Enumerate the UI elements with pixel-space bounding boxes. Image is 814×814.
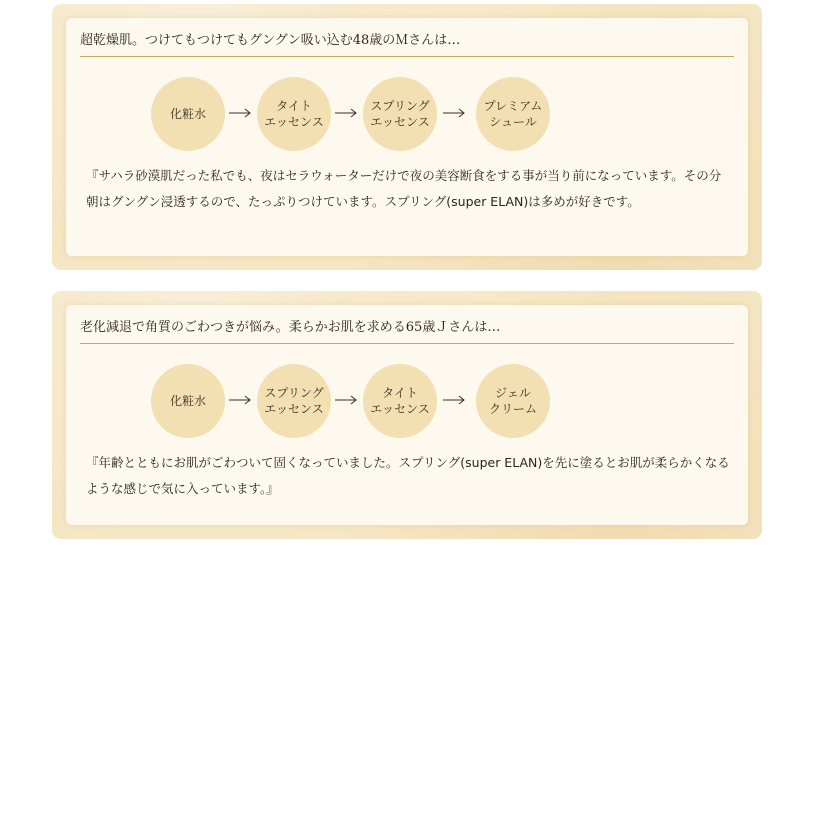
testimonial-card-1 — [52, 4, 762, 270]
testimonial-quote: 『年齢とともにお肌がごわついて固くなっていました。スプリング(super ELAN)を先に塗るとお肌が柔らかくなるような感じで気に入っています。』 — [86, 455, 730, 496]
right-arrow-icon — [442, 106, 466, 120]
step-label-line2: クリーム — [488, 402, 537, 416]
testimonial-card-inner — [66, 305, 748, 525]
testimonial-card-2 — [52, 291, 762, 539]
step-label-line1: ジェル — [495, 386, 531, 400]
routine-step-1 — [151, 364, 225, 438]
right-arrow-icon — [334, 106, 358, 120]
routine-flow — [80, 59, 734, 147]
routine-step-4 — [476, 77, 550, 151]
step-label-line2: エッセンス — [370, 115, 430, 129]
step-label-line1: タイト — [382, 386, 418, 400]
step-label-line1: プレミアム — [483, 99, 543, 113]
step-label-line1: 化粧水 — [169, 107, 206, 121]
routine-step-2 — [257, 77, 331, 151]
step-label-line2: エッセンス — [264, 402, 324, 416]
step-label-line1: スプリング — [370, 99, 430, 113]
right-arrow-icon — [442, 393, 466, 407]
routine-step-3 — [363, 364, 437, 438]
routine-step-2 — [257, 364, 331, 438]
routine-flow — [80, 346, 734, 434]
step-label-line1: タイト — [276, 99, 312, 113]
step-label-line2: シュール — [489, 115, 537, 129]
testimonial-title: 老化減退で角質のごわつきが悩み。柔らかお肌を求める65歳Ｊさんは… — [80, 319, 734, 344]
routine-step-3 — [363, 77, 437, 151]
testimonial-title: 超乾燥肌。つけてもつけてもグングン吸い込む48歳のＭさんは… — [80, 32, 734, 57]
step-label-line1: スプリング — [264, 386, 324, 400]
step-label-line2: エッセンス — [370, 402, 430, 416]
testimonial-quote: 『サハラ砂漠肌だった私でも、夜はセラウォーターだけで夜の美容断食をする事が当り前になっています。その分朝はグングン浸透するので、たっぷりつけています。スプリング(super ELAN)は多めが好きです。 — [86, 168, 722, 209]
step-label-line1: 化粧水 — [169, 394, 206, 408]
routine-step-1 — [151, 77, 225, 151]
testimonial-card-inner — [66, 18, 748, 256]
routine-step-4 — [476, 364, 550, 438]
step-label-line2: エッセンス — [264, 115, 324, 129]
right-arrow-icon — [228, 393, 252, 407]
right-arrow-icon — [228, 106, 252, 120]
right-arrow-icon — [334, 393, 358, 407]
